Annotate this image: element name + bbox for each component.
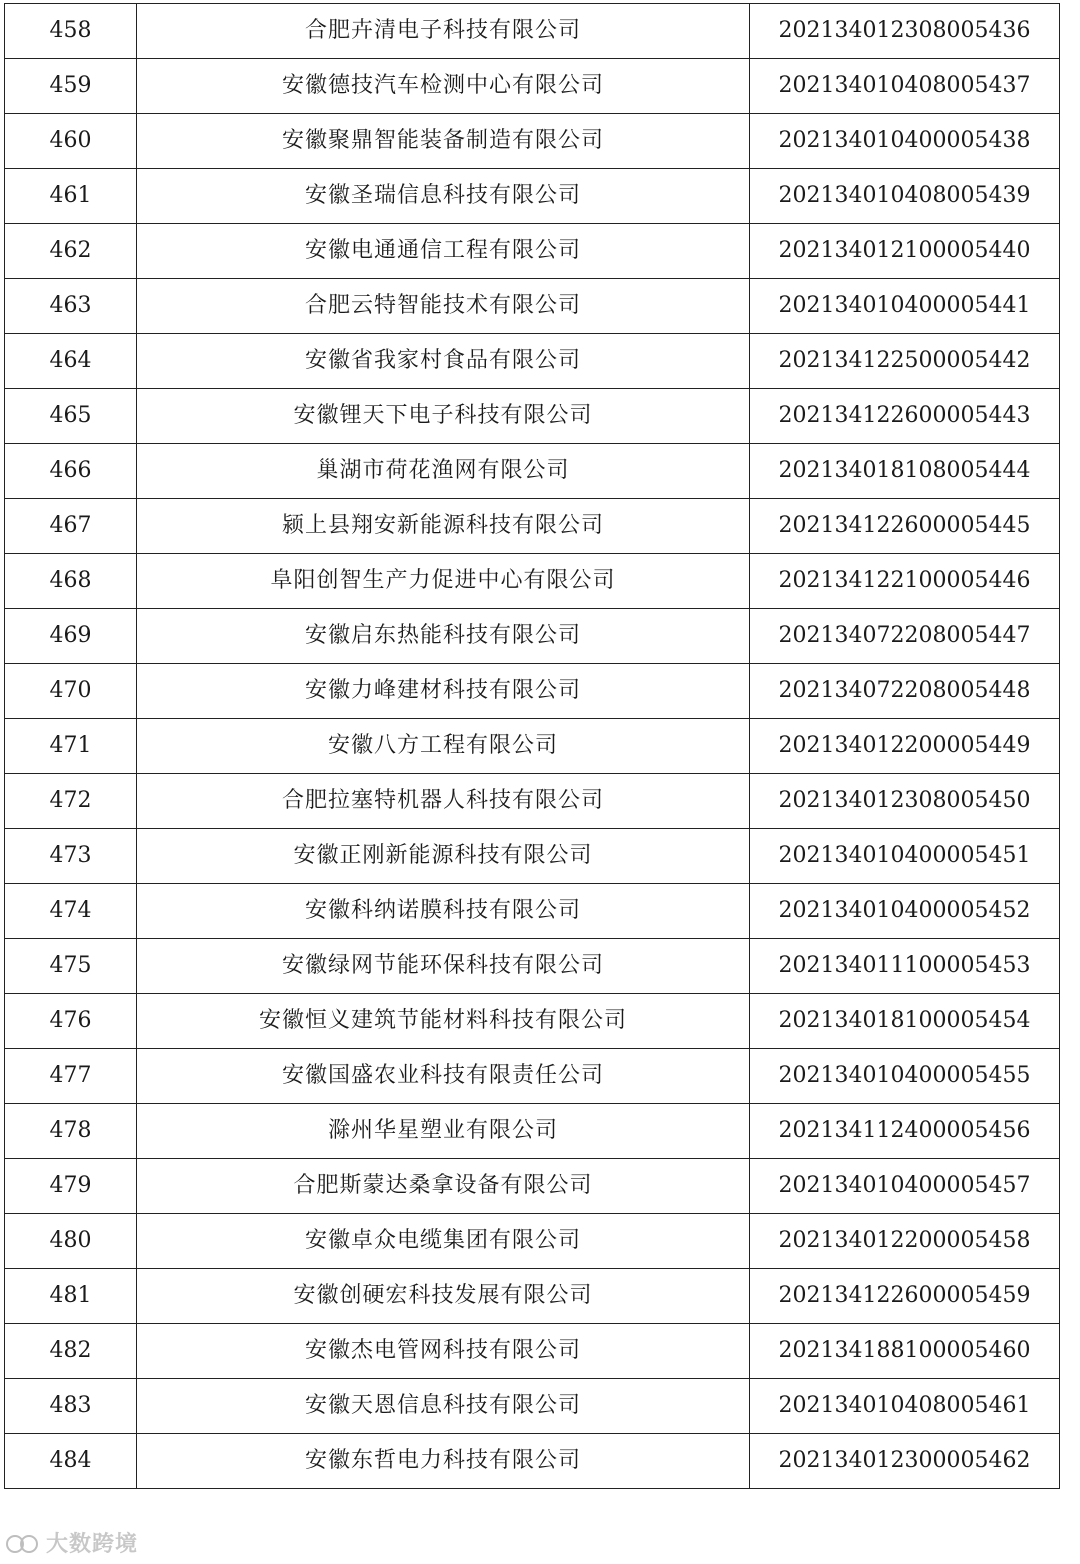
row-seq-cell: 474 xyxy=(5,884,137,939)
row-seq-cell: 469 xyxy=(5,609,137,664)
row-company-cell: 安徽正刚新能源科技有限公司 xyxy=(137,829,750,884)
table-row xyxy=(5,774,1060,829)
row-seq-cell: 472 xyxy=(5,774,137,829)
table-row xyxy=(5,1159,1060,1214)
row-seq-cell: 468 xyxy=(5,554,137,609)
row-code-cell: 202134122600005459 xyxy=(750,1269,1060,1324)
row-company-cell: 合肥卉清电子科技有限公司 xyxy=(137,4,750,59)
row-company-cell: 安徽八方工程有限公司 xyxy=(137,719,750,774)
row-code-cell: 202134072208005448 xyxy=(750,664,1060,719)
row-company-cell: 合肥斯蒙达桑拿设备有限公司 xyxy=(137,1159,750,1214)
row-seq-cell: 458 xyxy=(5,4,137,59)
row-seq-cell: 476 xyxy=(5,994,137,1049)
row-code-cell: 202134122600005443 xyxy=(750,389,1060,444)
table-row xyxy=(5,609,1060,664)
row-code-cell: 202134112400005456 xyxy=(750,1104,1060,1159)
row-company-cell: 安徽科纳诺膜科技有限公司 xyxy=(137,884,750,939)
table-row xyxy=(5,1379,1060,1434)
row-seq-cell: 477 xyxy=(5,1049,137,1104)
row-code-cell: 202134012300005462 xyxy=(750,1434,1060,1489)
double-ring-logo-icon xyxy=(6,1532,40,1554)
table-row xyxy=(5,554,1060,609)
row-company-cell: 安徽绿网节能环保科技有限公司 xyxy=(137,939,750,994)
table-row xyxy=(5,1269,1060,1324)
table-row xyxy=(5,1434,1060,1489)
row-seq-cell: 462 xyxy=(5,224,137,279)
row-seq-cell: 479 xyxy=(5,1159,137,1214)
row-code-cell: 202134010400005455 xyxy=(750,1049,1060,1104)
row-company-cell: 安徽启东热能科技有限公司 xyxy=(137,609,750,664)
row-code-cell: 202134122100005446 xyxy=(750,554,1060,609)
row-company-cell: 安徽杰电管网科技有限公司 xyxy=(137,1324,750,1379)
row-seq-cell: 463 xyxy=(5,279,137,334)
row-seq-cell: 465 xyxy=(5,389,137,444)
row-seq-cell: 460 xyxy=(5,114,137,169)
row-code-cell: 202134010400005451 xyxy=(750,829,1060,884)
row-company-cell: 安徽创硬宏科技发展有限公司 xyxy=(137,1269,750,1324)
row-code-cell: 202134012308005450 xyxy=(750,774,1060,829)
row-code-cell: 202134072208005447 xyxy=(750,609,1060,664)
table-row xyxy=(5,499,1060,554)
table-row xyxy=(5,4,1060,59)
row-code-cell: 202134010408005439 xyxy=(750,169,1060,224)
watermark-text: 大数跨境 xyxy=(46,1532,139,1557)
row-code-cell: 202134010400005457 xyxy=(750,1159,1060,1214)
table-row xyxy=(5,224,1060,279)
table-row xyxy=(5,1049,1060,1104)
row-code-cell: 202134018108005444 xyxy=(750,444,1060,499)
row-company-cell: 安徽聚鼎智能装备制造有限公司 xyxy=(137,114,750,169)
row-company-cell: 安徽国盛农业科技有限责任公司 xyxy=(137,1049,750,1104)
row-company-cell: 安徽电通通信工程有限公司 xyxy=(137,224,750,279)
row-code-cell: 202134010400005438 xyxy=(750,114,1060,169)
table-row xyxy=(5,719,1060,774)
row-company-cell: 滁州华星塑业有限公司 xyxy=(137,1104,750,1159)
row-company-cell: 安徽力峰建材科技有限公司 xyxy=(137,664,750,719)
row-seq-cell: 467 xyxy=(5,499,137,554)
row-company-cell: 颍上县翔安新能源科技有限公司 xyxy=(137,499,750,554)
row-code-cell: 202134010400005441 xyxy=(750,279,1060,334)
row-code-cell: 202134010400005452 xyxy=(750,884,1060,939)
registry-table-body xyxy=(5,4,1060,1489)
table-row xyxy=(5,829,1060,884)
table-row xyxy=(5,939,1060,994)
row-code-cell: 202134122600005445 xyxy=(750,499,1060,554)
row-company-cell: 合肥云特智能技术有限公司 xyxy=(137,279,750,334)
row-seq-cell: 481 xyxy=(5,1269,137,1324)
row-company-cell: 安徽锂天下电子科技有限公司 xyxy=(137,389,750,444)
row-code-cell: 202134188100005460 xyxy=(750,1324,1060,1379)
row-seq-cell: 461 xyxy=(5,169,137,224)
row-seq-cell: 484 xyxy=(5,1434,137,1489)
row-company-cell: 阜阳创智生产力促进中心有限公司 xyxy=(137,554,750,609)
row-seq-cell: 471 xyxy=(5,719,137,774)
row-company-cell: 巢湖市荷花渔网有限公司 xyxy=(137,444,750,499)
row-seq-cell: 475 xyxy=(5,939,137,994)
row-seq-cell: 470 xyxy=(5,664,137,719)
row-company-cell: 安徽省我家村食品有限公司 xyxy=(137,334,750,389)
row-code-cell: 202134012100005440 xyxy=(750,224,1060,279)
row-code-cell: 202134010408005461 xyxy=(750,1379,1060,1434)
row-company-cell: 安徽恒义建筑节能材料科技有限公司 xyxy=(137,994,750,1049)
table-row xyxy=(5,664,1060,719)
table-row xyxy=(5,1214,1060,1269)
table-row xyxy=(5,59,1060,114)
row-seq-cell: 480 xyxy=(5,1214,137,1269)
table-row xyxy=(5,389,1060,444)
row-code-cell: 202134018100005454 xyxy=(750,994,1060,1049)
row-code-cell: 202134012308005436 xyxy=(750,4,1060,59)
row-seq-cell: 473 xyxy=(5,829,137,884)
table-row xyxy=(5,884,1060,939)
row-seq-cell: 478 xyxy=(5,1104,137,1159)
watermark xyxy=(6,1527,138,1558)
table-row xyxy=(5,279,1060,334)
table-row xyxy=(5,444,1060,499)
table-row xyxy=(5,1324,1060,1379)
registry-sheet xyxy=(4,3,1058,1489)
row-seq-cell: 482 xyxy=(5,1324,137,1379)
row-code-cell: 202134012200005458 xyxy=(750,1214,1060,1269)
row-company-cell: 安徽卓众电缆集团有限公司 xyxy=(137,1214,750,1269)
row-company-cell: 安徽天恩信息科技有限公司 xyxy=(137,1379,750,1434)
row-code-cell: 202134122500005442 xyxy=(750,334,1060,389)
row-seq-cell: 466 xyxy=(5,444,137,499)
row-seq-cell: 459 xyxy=(5,59,137,114)
row-company-cell: 合肥拉塞特机器人科技有限公司 xyxy=(137,774,750,829)
table-row xyxy=(5,114,1060,169)
table-row xyxy=(5,334,1060,389)
row-company-cell: 安徽德技汽车检测中心有限公司 xyxy=(137,59,750,114)
row-code-cell: 202134010408005437 xyxy=(750,59,1060,114)
row-seq-cell: 483 xyxy=(5,1379,137,1434)
table-row xyxy=(5,169,1060,224)
table-row xyxy=(5,1104,1060,1159)
row-company-cell: 安徽东哲电力科技有限公司 xyxy=(137,1434,750,1489)
row-company-cell: 安徽圣瑞信息科技有限公司 xyxy=(137,169,750,224)
row-code-cell: 202134011100005453 xyxy=(750,939,1060,994)
table-row xyxy=(5,994,1060,1049)
company-registry-table xyxy=(4,3,1060,1489)
row-seq-cell: 464 xyxy=(5,334,137,389)
row-code-cell: 202134012200005449 xyxy=(750,719,1060,774)
